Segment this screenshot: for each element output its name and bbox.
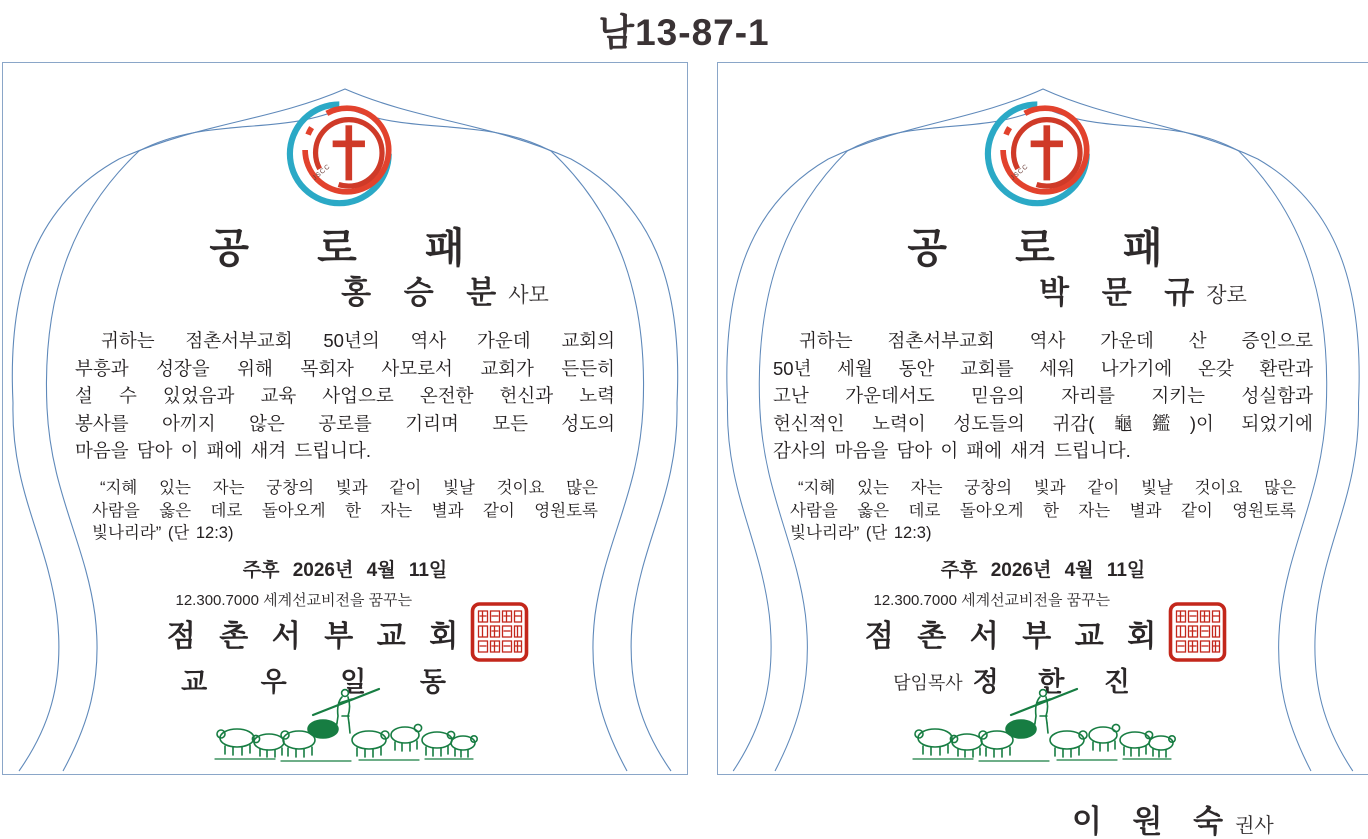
plaque-panel-right [717,62,1368,775]
recipient-name: 박 문 규 [1039,275,1197,310]
recipient-row [341,267,549,312]
recipient-title: 사모 [508,284,549,307]
logo-jscc-label: JSCC [311,162,333,182]
shepherd-flock-illustration [209,683,481,763]
signer-prefix: 담임목사 [893,673,963,693]
plaque-panel-left [2,62,688,775]
recipient-name: 홍 승 분 [341,275,499,310]
quote-line: 사람을 옳은 데로 돌아오게 한 자는 별과 같이 영원토록 [92,501,598,520]
citation-line: 감사의 마음을 담아 이 패에 새겨 드립니다. [773,440,1131,461]
citation-line: 귀하는 점촌서부교회 역사 가운데 산 증인으로 [799,330,1313,351]
church-logo [984,93,1102,207]
plaque-title: 공 로 패 [209,225,481,271]
citation-text [75,327,615,465]
citation-line: 귀하는 점촌서부교회 50년의 역사 가운데 교회의 [101,330,615,351]
quote-line: 사람을 옳은 데로 돌아오게 한 자는 별과 같이 영원토록 [790,501,1296,520]
citation-line: 봉사를 아끼지 않은 공로를 기리며 모든 성도의 [75,412,615,434]
footer-recipient-title: 권사 [1235,815,1274,837]
date-line: 주후 2026년 4월 11일 [242,560,448,581]
recipient-title: 장로 [1206,284,1247,307]
quote-line: 빛나리라” (단 12:3) [92,524,234,542]
citation-line: 마음을 담아 이 패에 새겨 드립니다. [75,440,372,461]
footer-recipient-name: 이 원 숙 [1072,804,1224,839]
signer-name: 정 한 진 [972,667,1130,697]
church-logo [286,93,404,207]
church-name: 점 촌 서 부 교 회 [166,620,461,653]
scripture-quote [790,477,1296,545]
church-seal-stamp [471,602,529,662]
citation-line: 설 수 있었음과 교육 사업으로 온전한 헌신과 노력 [75,385,615,406]
quote-line: 빛나리라” (단 12:3) [790,524,932,542]
quote-line: “지혜 있는 자는 궁창의 빛과 같이 빛날 것이요 많은 [100,479,598,497]
plaque-title: 공 로 패 [907,225,1179,271]
page-title: 남13-87-1 [598,12,770,53]
church-seal-stamp [1169,602,1227,662]
quote-line: “지혜 있는 자는 궁창의 빛과 같이 빛날 것이요 많은 [798,479,1296,497]
signer-name: 교 우 일 동 [181,667,446,697]
cross-icon [1043,125,1050,180]
date-line: 주후 2026년 4월 11일 [940,560,1146,581]
citation-line: 50년 세월 동안 교회를 세워 나가기에 온갖 환란과 [773,357,1313,379]
cross-icon-bar [333,141,365,148]
vision-line: 12.300.7000 세계선교비전을 꿈꾸는 [175,592,413,609]
citation-line: 헌신적인 노력이 성도들의 귀감(龜鑑)이 되었기에 [773,412,1313,434]
footer-recipient-row [1072,796,1274,839]
cross-icon-bar [1031,141,1063,148]
citation-text [773,327,1313,465]
citation-line: 고난 가운데서도 믿음의 자리를 지키는 성실함과 [773,385,1313,406]
shepherd-flock-illustration [907,683,1179,763]
citation-line: 부흥과 성장을 위해 목회자 사모로서 교회가 든든히 [75,357,615,379]
scripture-quote [92,477,598,545]
logo-jscc-label: JSCC [1009,162,1031,182]
recipient-row [1039,267,1247,312]
vision-line: 12.300.7000 세계선교비전을 꿈꾸는 [873,592,1111,609]
cross-icon [345,125,352,180]
church-name: 점 촌 서 부 교 회 [864,620,1159,653]
